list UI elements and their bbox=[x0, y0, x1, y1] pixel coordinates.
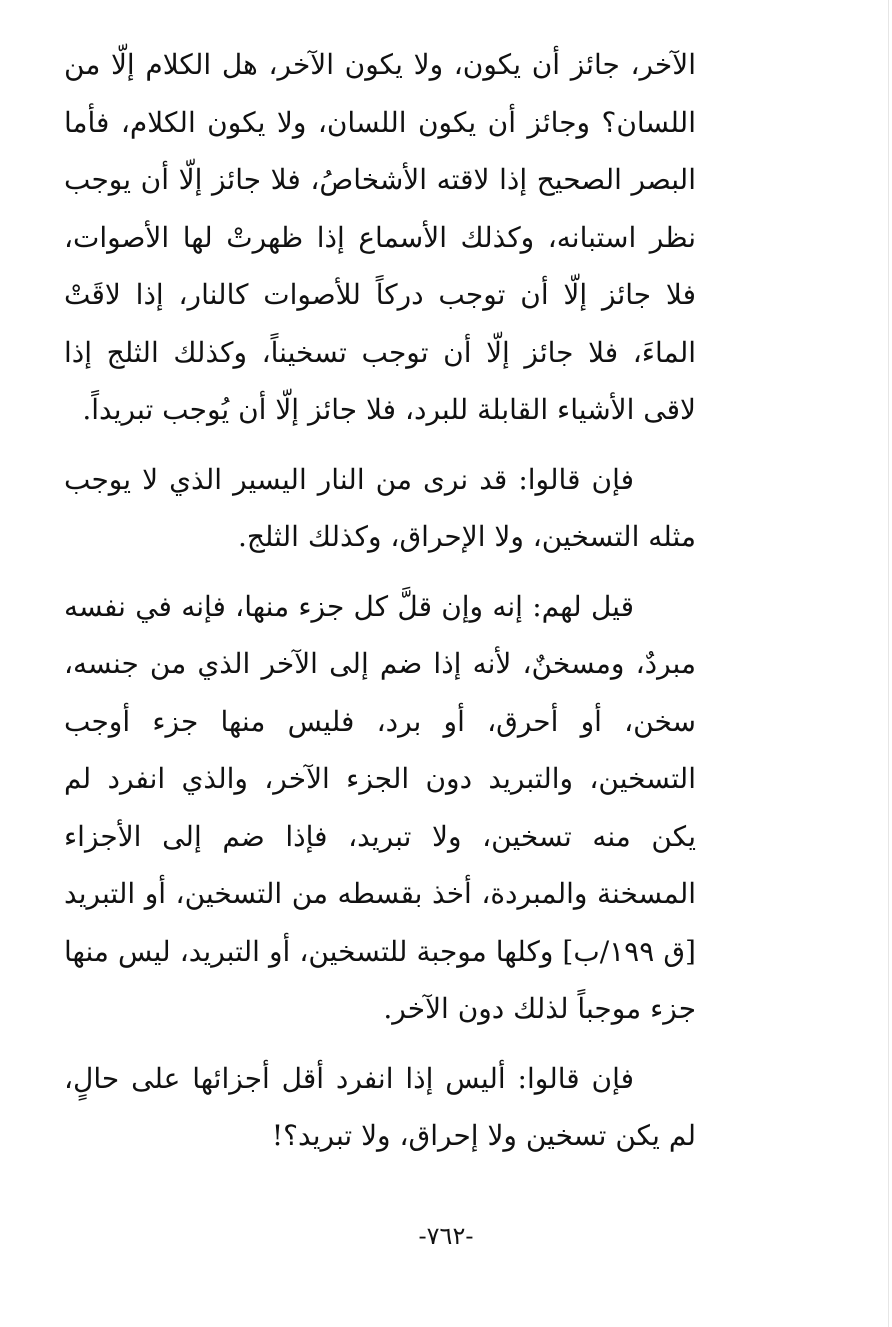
body-text bbox=[64, 36, 696, 1165]
paragraph-2: فإن قالوا: قد نرى من النار اليسير الذي لا يوجب مثله التسخين، ولا الإحراق، وكذلك الثلج. bbox=[64, 462, 696, 553]
page-edge-line bbox=[888, 0, 889, 1327]
paragraph-4: فإن قالوا: أليس إذا انفرد أقل أجزائها على حالٍ، لم يكن تسخين ولا إحراق، ولا تبريد؟! bbox=[64, 1061, 696, 1152]
paragraph-3: قيل لهم: إنه وإن قلَّ كل جزء منها، فإنه في نفسه مبردٌ، ومسخنٌ، لأنه إذا ضم إلى الآخر الذي من جنسه، سخن، أو أحرق، أو برد، فليس منها جزء أوجب التسخين، والتبريد دون الجزء الآخر، والذي انفرد لم يكن منه تسخين، ولا تبريد، فإذا ضم إلى الأجزاء المسخنة والمبردة، أخذ بقسطه من التسخين، أو التبريد [ق ١٩٩/ب] وكلها موجبة للتسخين، أو التبريد، ليس منها جزء موجباً لذلك دون الآخر. bbox=[64, 589, 696, 1025]
paragraph-1: الآخر، جائز أن يكون، ولا يكون الآخر، هل الكلام إلّا من اللسان؟ وجائز أن يكون اللسان، ولا يكون الكلام، فأما البصر الصحيح إذا لاقته الأشخاصُ، فلا جائز إلّا أن يوجب نظر استبانه، وكذلك الأسماع إذا ظهرتْ لها الأصوات، فلا جائز إلّا أن توجب دركاً للأصوات كالنار، إذا لاقَتْ الماءَ، فلا جائز إلّا أن توجب تسخيناً، وكذلك الثلج إذا لاقى الأشياء القابلة للبرد، فلا جائز إلّا أن يُوجب تبريداً. bbox=[64, 48, 697, 426]
page-number: -٧٦٢- bbox=[418, 1222, 474, 1250]
